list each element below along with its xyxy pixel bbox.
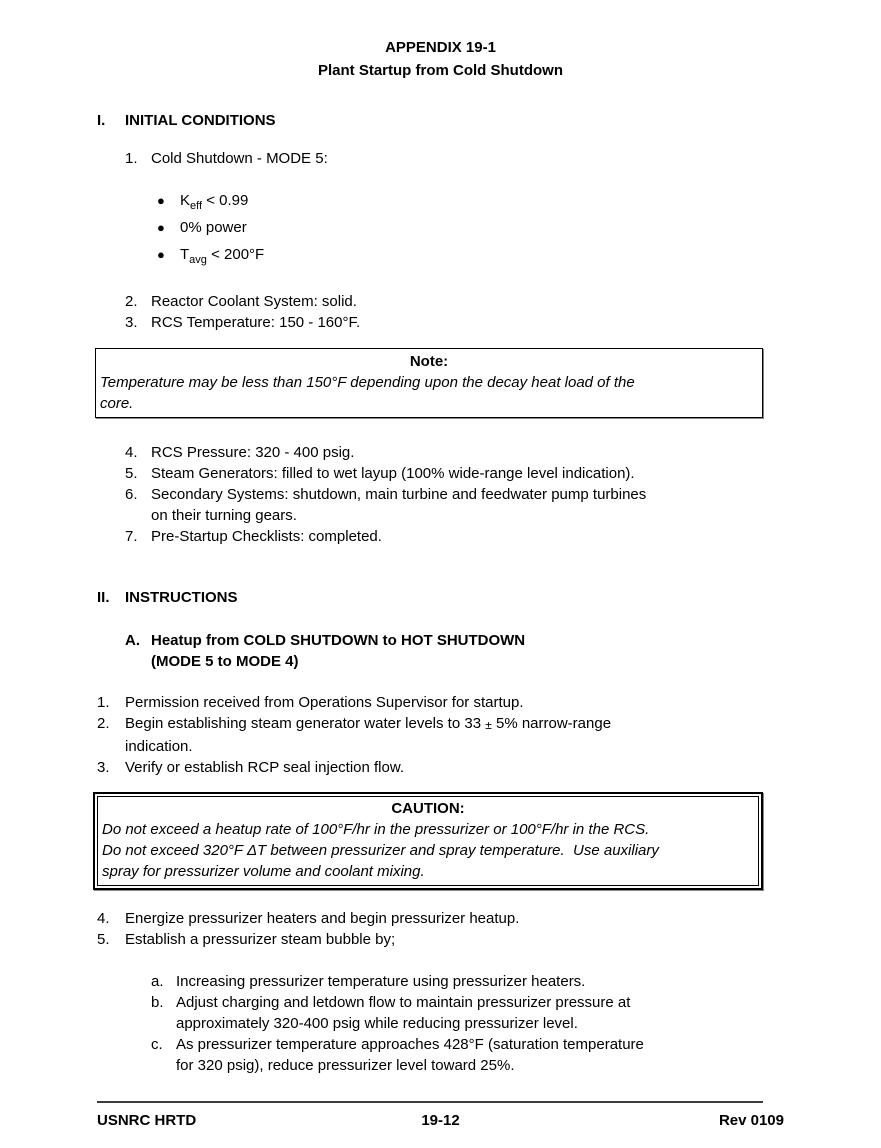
item-text: Reactor Coolant System: solid.	[151, 293, 357, 310]
section-heading-text: INITIAL CONDITIONS	[125, 112, 276, 129]
item-text: Energize pressurizer heaters and begin pressurizer heatup.	[125, 910, 520, 927]
note-heading: Note:	[409, 353, 449, 370]
list-item	[97, 929, 881, 950]
section-number: I.	[97, 112, 106, 129]
item-text: 0% power	[180, 219, 247, 236]
list-item	[125, 148, 881, 169]
note-box	[95, 348, 763, 418]
section-heading-instructions	[97, 587, 881, 608]
item-text: Steam Generators: filled to wet layup (100% wide-range level indication).	[151, 465, 635, 482]
item-text: Pre-Startup Checklists: completed.	[151, 528, 382, 545]
list-item	[157, 217, 881, 244]
list-item	[125, 312, 881, 333]
subsection-letter: A.	[125, 632, 140, 649]
section-number: II.	[97, 589, 110, 606]
item-letter: c.	[151, 1036, 163, 1053]
item-number: 6.	[125, 486, 138, 503]
item-number: 4.	[97, 910, 110, 927]
plus-minus-symbol: ±	[485, 718, 492, 732]
list-item	[97, 908, 881, 929]
numbered-list	[0, 908, 881, 950]
bullet-icon: ●	[157, 247, 165, 262]
item-number: 2.	[125, 293, 138, 310]
item-text: Permission received from Operations Supervisor for startup.	[125, 694, 524, 711]
subscript: avg	[189, 254, 207, 266]
note-body-line: Temperature may be less than 150°F depending upon the decay heat load of the	[100, 374, 635, 391]
item-text: Increasing pressurizer temperature using pressurizer heaters.	[176, 973, 586, 990]
caution-heading: CAUTION:	[391, 800, 465, 817]
item-number: 4.	[125, 444, 138, 461]
bullet-icon: ●	[157, 193, 165, 208]
list-item	[125, 484, 881, 526]
caution-body-line: Do not exceed a heatup rate of 100°F/hr in the pressurizer or 100°F/hr in the RCS.	[102, 821, 650, 838]
subsection-heading-a	[125, 630, 881, 672]
footer-rule	[97, 1101, 763, 1103]
subscript: eff	[190, 200, 203, 212]
item-number: 1.	[97, 694, 110, 711]
page-title	[0, 0, 881, 82]
item-text: RCS Pressure: 320 - 400 psig.	[151, 444, 355, 461]
item-text: As pressurizer temperature approaches 428°F (saturation temperature for 320 psig), reduce pressurizer level toward 25%.	[176, 1036, 644, 1074]
list-item	[125, 526, 881, 547]
section-heading-initial-conditions	[97, 110, 881, 131]
caution-body-line: Do not exceed 320°F ΔT between pressurizer and spray temperature. Use auxiliary	[102, 842, 659, 859]
list-item	[97, 757, 881, 778]
item-text: RCS Temperature: 150 - 160°F.	[151, 314, 361, 331]
title-line-1: APPENDIX 19-1	[385, 39, 496, 56]
footer-revision: Rev 0109	[718, 1112, 784, 1129]
item-number: 2.	[97, 715, 110, 732]
list-item	[151, 971, 881, 992]
footer-page-number: 19-12	[421, 1112, 460, 1129]
list-item	[97, 692, 881, 713]
list-item	[157, 190, 881, 217]
caution-body-line: spray for pressurizer volume and coolant mixing.	[102, 863, 425, 880]
numbered-list	[0, 692, 881, 778]
note-body-line: core.	[100, 395, 134, 412]
numbered-list	[0, 291, 881, 333]
lettered-list	[0, 971, 881, 1076]
item-text: Verify or establish RCP seal injection flow.	[125, 759, 405, 776]
item-number: 7.	[125, 528, 138, 545]
footer-organization: USNRC HRTD	[97, 1112, 197, 1129]
section-heading-text: INSTRUCTIONS	[125, 589, 238, 606]
item-text: Secondary Systems: shutdown, main turbine and feedwater pump turbines on their turning gears.	[151, 486, 647, 524]
item-number: 3.	[97, 759, 110, 776]
item-letter: b.	[151, 994, 164, 1011]
bullet-list	[0, 190, 881, 271]
item-number: 1.	[125, 150, 138, 167]
list-item	[97, 713, 881, 757]
item-text: Begin establishing steam generator water levels to 33 ± 5% narrow-range indication.	[125, 715, 612, 755]
title-line-2: Plant Startup from Cold Shutdown	[318, 62, 563, 79]
item-number: 3.	[125, 314, 138, 331]
item-text: Adjust charging and letdown flow to maintain pressurizer pressure at approximately 320-400 psig while reducing pressurizer level.	[176, 994, 631, 1032]
item-text: $K_{eff} < 0.99$	[180, 192, 249, 212]
numbered-list	[0, 442, 881, 547]
list-item	[125, 463, 881, 484]
list-item	[151, 992, 881, 1034]
item-number: 5.	[125, 465, 138, 482]
item-number: 5.	[97, 931, 110, 948]
list-item	[151, 1034, 881, 1076]
subsection-heading-text: Heatup from COLD SHUTDOWN to HOT SHUTDOWN (MODE 5 to MODE 4)	[151, 632, 526, 670]
item-letter: a.	[151, 973, 164, 990]
list-item	[157, 244, 881, 271]
caution-box-inner	[97, 796, 759, 886]
footer	[97, 1110, 784, 1131]
caution-box	[93, 792, 763, 890]
item-text: Establish a pressurizer steam bubble by;	[125, 931, 396, 948]
item-text: Cold Shutdown - MODE 5:	[151, 150, 328, 167]
item-text: $T_{avg} < 200^\circ F$	[180, 246, 265, 266]
list-item	[125, 442, 881, 463]
bullet-icon: ●	[157, 220, 165, 235]
list-item	[125, 291, 881, 312]
